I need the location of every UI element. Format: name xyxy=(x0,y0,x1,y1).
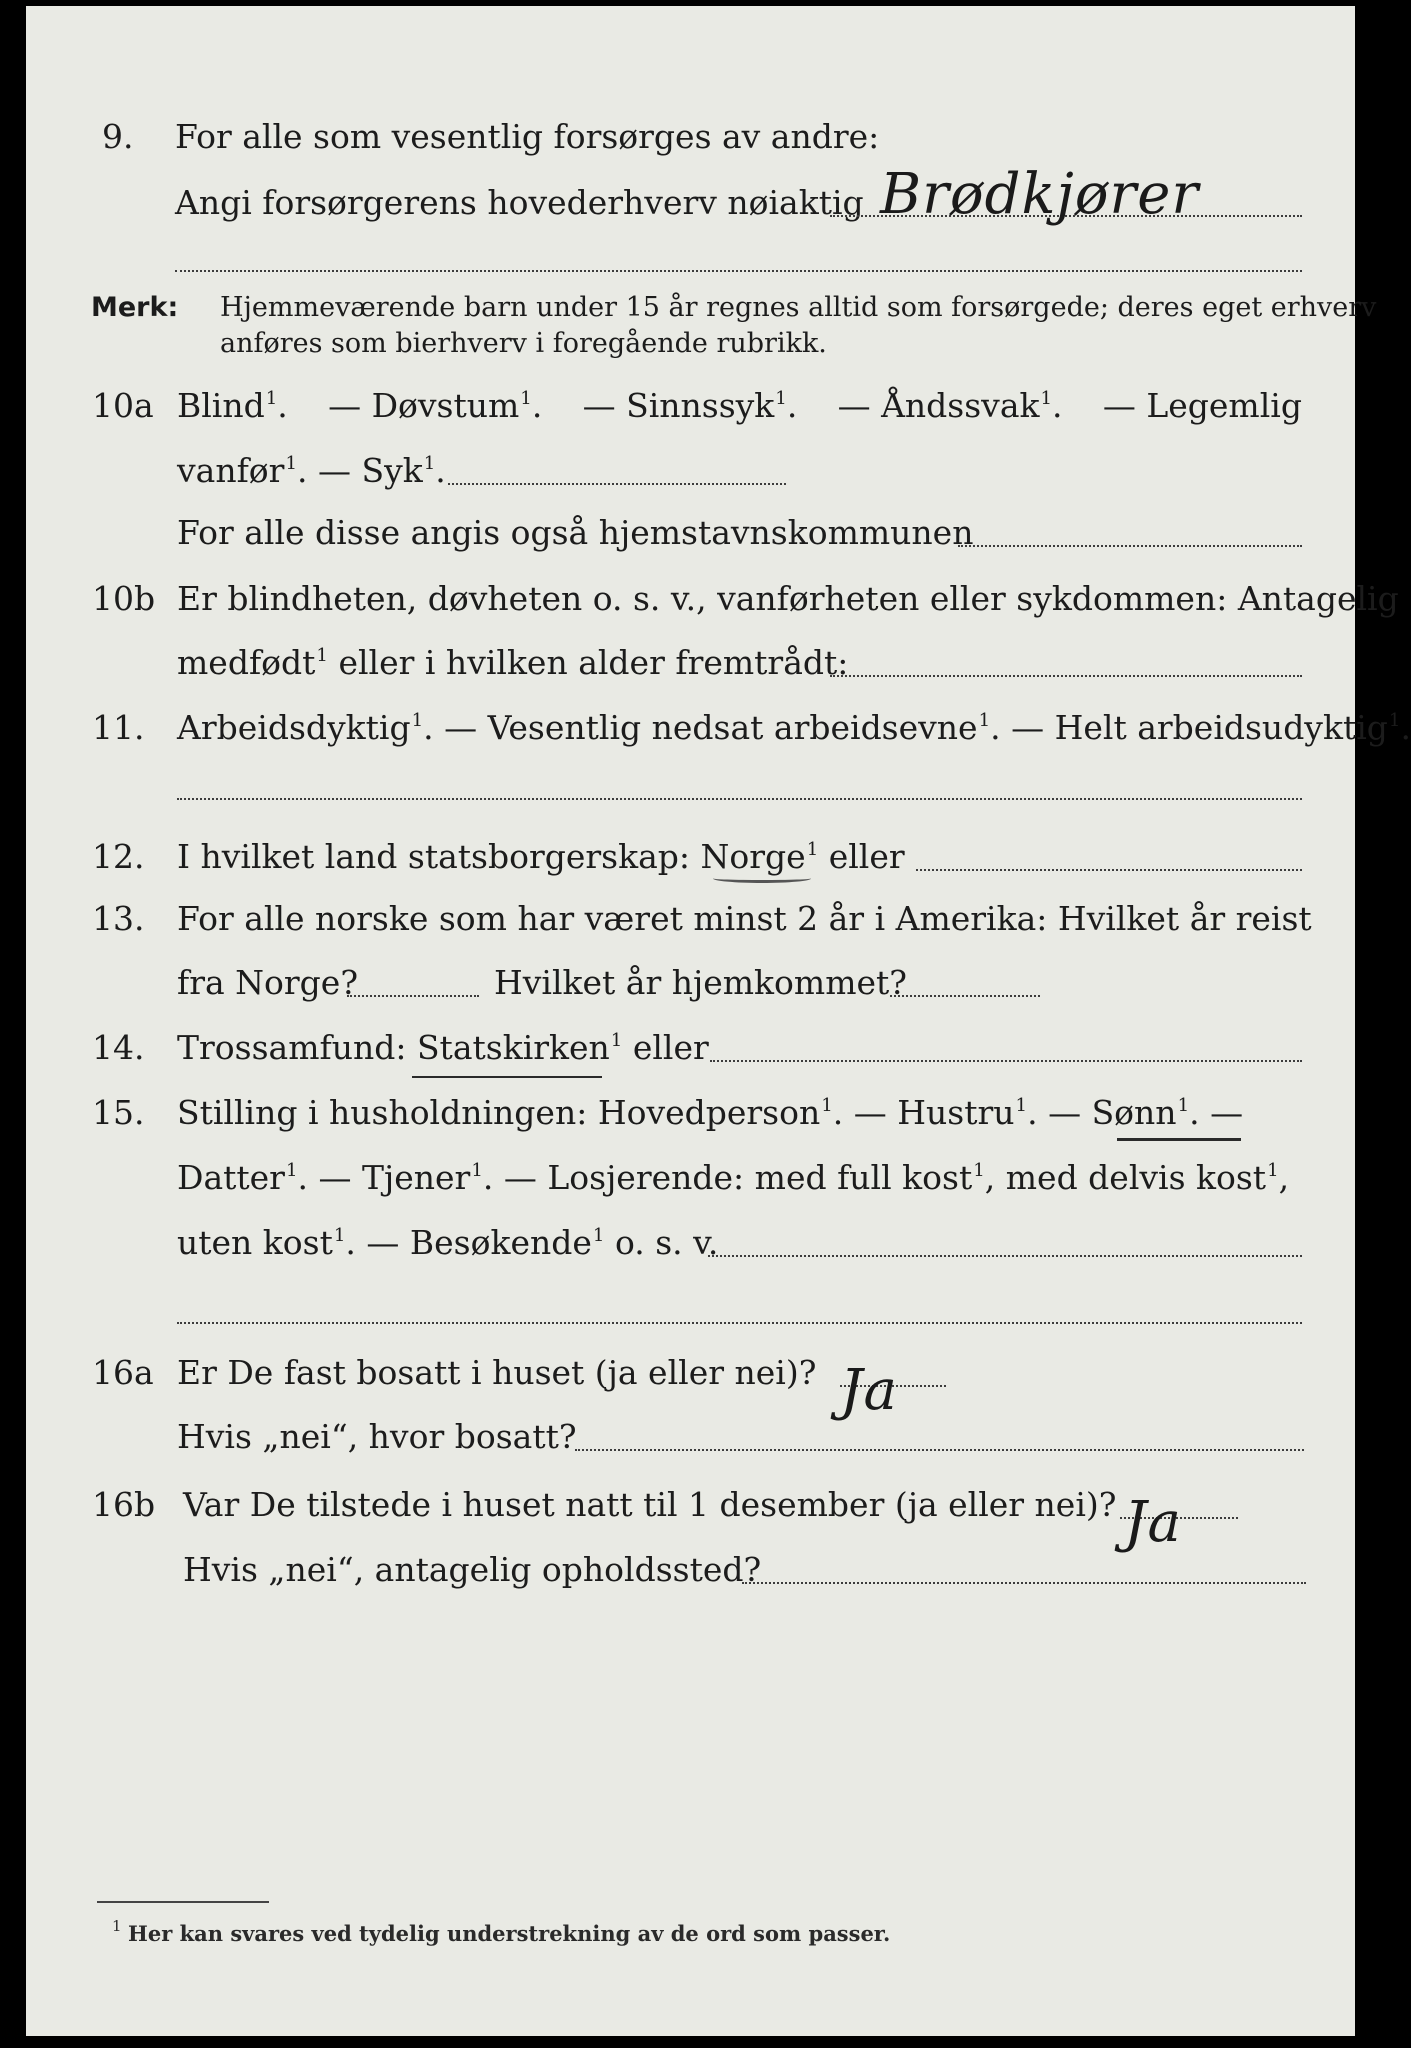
footnote-divider xyxy=(97,1901,269,1903)
q10a-hjemstavn: For alle disse angis også hjemstavnskommunen xyxy=(177,513,974,552)
q16a-bosatt-label: Hvis „nei“, hvor bosatt? xyxy=(177,1417,577,1456)
q14-line xyxy=(0,1028,1371,1067)
q13-hjemkommet-label: Hvilket år hjemkommet? xyxy=(494,963,907,1002)
option-sonn[interactable]: — Sønn$^1$. xyxy=(1037,1093,1200,1132)
q10a-line2 xyxy=(0,451,1371,490)
q10a-line1 xyxy=(0,386,1371,425)
option-norge[interactable]: Norge xyxy=(700,837,806,876)
q13-reist-line[interactable] xyxy=(347,995,479,997)
option-statskirken[interactable]: Statskirken xyxy=(416,1028,610,1067)
q10b-answer-line[interactable] xyxy=(830,675,1302,677)
q16b-opholdssted-line[interactable] xyxy=(742,1582,1306,1584)
q16b-number: 16b xyxy=(92,1485,156,1524)
option-dovstum[interactable]: — Døvstum$^1$. xyxy=(328,386,543,425)
merk-text-1: Hjemmeværende barn under 15 år regnes alltid som forsørgede; deres eget erhverv xyxy=(220,292,1377,323)
q13-question: For alle norske som har været minst 2 år i Amerika: Hvilket år reist xyxy=(177,899,1312,938)
option-nedsat-arbeidsevne[interactable]: — Vesentlig nedsat arbeidsevne$^1$. xyxy=(433,708,1001,747)
option-legemlig[interactable]: — Legemlig xyxy=(1102,386,1302,425)
merk-line1 xyxy=(0,292,1377,323)
q13-line1 xyxy=(0,899,1371,938)
merk-line2 xyxy=(0,328,1371,359)
q10a-answer-line[interactable] xyxy=(448,483,786,485)
q12-line xyxy=(0,837,1371,876)
q16a-number: 16a xyxy=(92,1353,154,1392)
merk-text-2: anføres som bierhverv i foregående rubrikk. xyxy=(220,328,827,359)
footnote xyxy=(112,1917,891,1946)
q10b-line1 xyxy=(0,579,1399,618)
q12-number: 12. xyxy=(92,837,145,876)
statskirken-underline xyxy=(412,1076,602,1078)
q10b-question: Er blindheten, døvheten o. s. v., vanførheten eller sykdommen: Antagelig xyxy=(177,579,1399,618)
q15-options-1: Stilling i husholdningen: Hovedperson$^1$. — Hustru$^1$. — Sønn$^1$. — xyxy=(177,1093,1244,1132)
footnote-marker: 1 xyxy=(112,1917,122,1935)
q10a-number: 10a xyxy=(92,386,154,425)
q9-line2 xyxy=(0,162,1371,227)
q12-question: I hvilket land statsborgerskap: Norge$^1$ eller xyxy=(177,837,905,876)
q16a-question: Er De fast bosatt i huset (ja eller nei)? xyxy=(177,1353,817,1392)
option-full-kost[interactable]: — Losjerende: med full kost$^1$ xyxy=(493,1158,985,1197)
merk-label: Merk: xyxy=(91,292,179,323)
q13-hjemkommet-line[interactable] xyxy=(890,995,1040,997)
q10a-options xyxy=(177,386,1302,425)
q15-extra-line xyxy=(177,1322,1302,1324)
q13-reist-label: fra Norge? xyxy=(177,963,359,1002)
q14-answer-line[interactable] xyxy=(710,1060,1302,1062)
q15-line3 xyxy=(0,1223,1371,1262)
q14-question: Trossamfund: Statskirken$^1$ eller xyxy=(177,1028,709,1067)
option-tjener[interactable]: — Tjener$^1$. xyxy=(308,1158,494,1197)
option-hustru[interactable]: — Hustru$^1$. xyxy=(843,1093,1038,1132)
q15-options-2: Datter$^1$. — Tjener$^1$. — Losjerende: med full kost$^1$, med delvis kost$^1$, xyxy=(177,1158,1290,1197)
option-uten-kost[interactable]: uten kost$^1$. xyxy=(177,1223,356,1262)
q9-question: For alle som vesentlig forsørges av andre: xyxy=(175,117,880,156)
option-delvis-kost[interactable]: , med delvis kost$^1$ xyxy=(984,1158,1279,1197)
q9-number: 9. xyxy=(102,117,134,156)
q11-options xyxy=(177,708,1411,747)
q14-number: 14. xyxy=(92,1028,145,1067)
q10b-line2 xyxy=(0,643,1371,682)
option-datter[interactable]: Datter$^1$. xyxy=(177,1158,309,1197)
q15-options-3: uten kost$^1$. — Besøkende$^1$ o. s. v. xyxy=(177,1223,719,1262)
sonn-underline xyxy=(1117,1138,1241,1141)
q16a-bosatt-line[interactable] xyxy=(575,1449,1304,1451)
option-arbeidsudyktig[interactable]: — Helt arbeidsudyktig$^1$. xyxy=(1000,708,1411,747)
q16b-question: Var De tilstede i huset natt til 1 desember (ja eller nei)? xyxy=(183,1485,1117,1524)
q16b-line2 xyxy=(0,1550,1371,1589)
q12-answer-line[interactable] xyxy=(916,869,1302,871)
q11-line xyxy=(0,708,1411,747)
q16b-opholdssted-label: Hvis „nei“, antagelig opholdssted? xyxy=(183,1550,762,1589)
q15-answer-line[interactable] xyxy=(708,1255,1302,1257)
q10a-options-2 xyxy=(177,451,446,490)
q15-line2 xyxy=(0,1158,1371,1197)
option-syk[interactable]: — Syk$^1$. xyxy=(307,451,446,490)
q11-number: 11. xyxy=(92,708,145,747)
q15-number: 15. xyxy=(92,1093,145,1132)
q10b-number: 10b xyxy=(92,579,156,618)
option-medfodt[interactable]: medfødt xyxy=(177,643,316,682)
option-besokende[interactable]: — Besøkende$^1$ xyxy=(355,1223,605,1262)
q10a-line3 xyxy=(0,513,1371,552)
q15-line1 xyxy=(0,1093,1371,1132)
option-blind[interactable]: Blind$^1$. xyxy=(177,386,288,425)
q16a-answer-handwritten: Ja xyxy=(840,1358,898,1423)
q16a-line1 xyxy=(0,1353,1371,1423)
footnote-text: Her kan svares ved tydelig understrekning av de ord som passer. xyxy=(128,1921,891,1946)
q16a-line2 xyxy=(0,1417,1371,1456)
q9-extra-line xyxy=(175,270,1302,272)
q16b-answer-handwritten: Ja xyxy=(1124,1490,1182,1555)
option-vanfor[interactable]: vanfør$^1$. xyxy=(177,451,308,490)
option-sinnssyk[interactable]: — Sinnssyk$^1$. xyxy=(582,386,798,425)
option-andssvak[interactable]: — Åndssvak$^1$. xyxy=(837,386,1063,425)
q13-line2 xyxy=(0,963,1371,1002)
q16b-line1 xyxy=(0,1485,1371,1555)
q9-line1 xyxy=(0,117,1371,156)
option-arbeidsdyktig[interactable]: Arbeidsdyktig$^1$. xyxy=(177,708,434,747)
q9-answer-handwritten: Brødkjører xyxy=(880,162,1200,227)
q13-number: 13. xyxy=(92,899,145,938)
norge-underline xyxy=(713,874,811,883)
q11-extra-line xyxy=(177,798,1302,800)
q10b-question-2: medfødt$^1$ eller i hvilken alder fremtrådt: xyxy=(177,643,849,682)
q9-question-2: Angi forsørgerens hovederhverv nøiaktig xyxy=(175,183,864,222)
q10a-hjemstavn-line[interactable] xyxy=(958,545,1302,547)
